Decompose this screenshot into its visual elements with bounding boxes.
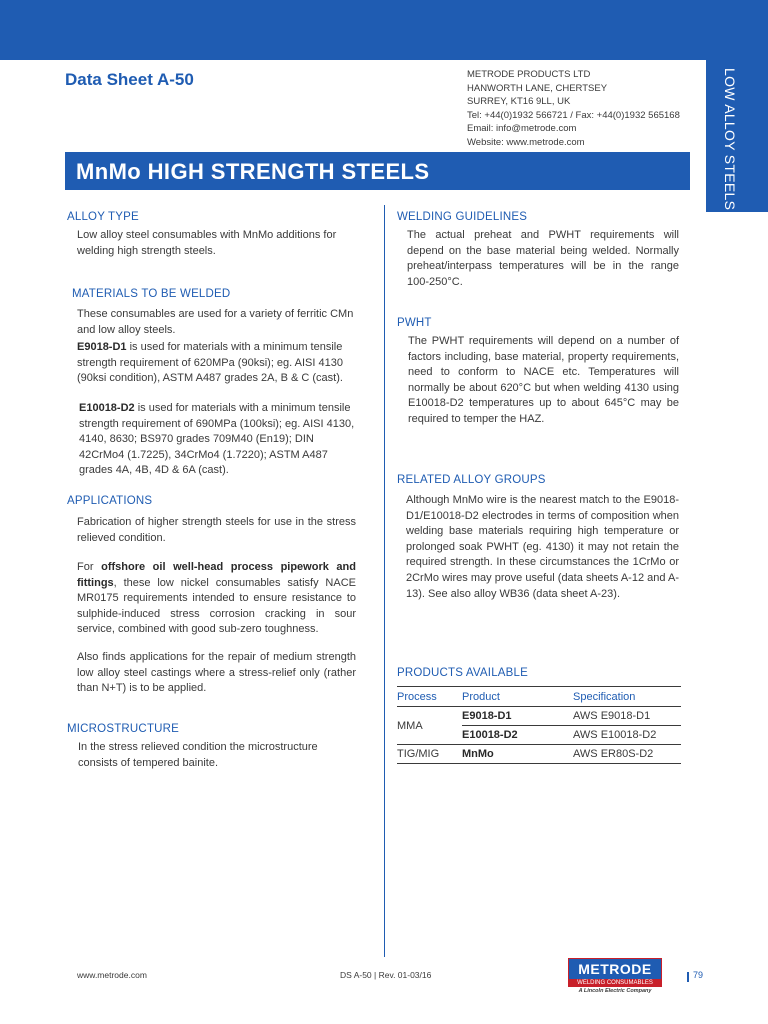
applications-heading: APPLICATIONS	[67, 495, 153, 507]
datasheet-number: Data Sheet A-50	[65, 70, 194, 89]
alloy-type-text: Low alloy steel consumables with MnMo additions for welding high strength steels.	[77, 229, 337, 257]
offshore-highlight: offshore oil well-head process pipework and fittings	[77, 561, 356, 589]
spec-cell: AWS E10018-D2	[573, 726, 681, 745]
applications-para-2	[77, 560, 356, 638]
company-email: Email: info@metrode.com	[467, 123, 577, 134]
applications-para-3: Also finds applications for the repair of medium strength low alloy steel castings where a stress-relief only (rather than N+T) is to be applied.	[77, 651, 356, 695]
page-title: MnMo HIGH STRENGTH STEELS	[76, 159, 430, 184]
e10018-d2-text: is used for materials with a minimum tensile strength requirement of 690MPa (100ksi); eg. AISI 4130, 4140, 8630; BS970 grades 709M40 (En19); DIN 42CrMo4 (1.7225), 34CrMo4 (1.7220); ASTM A487 grades 4A, 4B, 4D & 6A (cast).	[79, 402, 355, 477]
company-line: METRODE PRODUCTS LTD	[467, 69, 591, 80]
table-row	[397, 707, 681, 726]
products-table	[397, 686, 681, 764]
company-phone: Tel: +44(0)1932 566721 / Fax: +44(0)1932 565168	[467, 109, 680, 121]
product-cell: E9018-D1	[462, 707, 573, 726]
top-band	[0, 0, 768, 60]
company-website: Website: www.metrode.com	[467, 136, 585, 148]
table-row	[397, 745, 681, 764]
process-cell: TIG/MIG	[397, 745, 462, 764]
col-header-specification: Specification	[573, 687, 681, 707]
e10018-d2-label: E10018-D2	[79, 402, 135, 414]
title-banner	[65, 152, 690, 190]
e9018-d1-text: is used for materials with a minimum tensile strength requirement of 620MPa (90ksi); eg. AISI 4130 (90ksi condition), ASTM A487 grades 2A, B & C (cast).	[77, 341, 343, 385]
materials-e9018	[77, 340, 357, 387]
side-tab-label: LOW ALLOY STEELS	[722, 68, 738, 211]
process-cell: MMA	[397, 707, 462, 745]
alloy-type-heading: ALLOY TYPE	[67, 211, 139, 223]
related-alloy-heading: RELATED ALLOY GROUPS	[397, 474, 546, 486]
spec-cell: AWS E9018-D1	[573, 707, 681, 726]
applications-para-1: Fabrication of higher strength steels for use in the stress relieved condition.	[77, 516, 356, 544]
product-cell: E10018-D2	[462, 726, 573, 745]
e9018-d1-label: E9018-D1	[77, 341, 127, 353]
footer-revision: DS A-50 | Rev. 01-03/16	[340, 970, 432, 980]
metrode-logo	[568, 958, 662, 996]
page-number-bar	[687, 972, 689, 982]
footer-website: www.metrode.com	[77, 970, 147, 980]
materials-heading: MATERIALS TO BE WELDED	[72, 288, 231, 300]
column-divider	[384, 205, 385, 957]
page-number: 79	[693, 970, 704, 980]
pwht-heading: PWHT	[397, 317, 432, 329]
related-alloy-text: Although MnMo wire is the nearest match to the E9018-D1/E10018-D2 electrodes in terms of composition when welding base materials requiring high temperature or prolonged soak PWHT (eg. 4130) it may not retain the required strength. In these circumstances the 1CrMo or 2CrMo wires may prove useful (data sheets A-12 and A-13). See also alloy WB36 (data sheet A-23).	[406, 494, 679, 600]
section-side-tab	[706, 60, 768, 212]
logo-tagline: WELDING CONSUMABLES	[568, 979, 662, 987]
logo-subline: A Lincoln Electric Company	[578, 988, 652, 994]
logo-wordmark: METRODE	[568, 958, 662, 980]
microstructure-heading: MICROSTRUCTURE	[67, 723, 180, 735]
spec-cell: AWS ER80S-D2	[573, 745, 681, 764]
microstructure-text: In the stress relieved condition the microstructure consists of tempered bainite.	[78, 741, 318, 769]
applications-p2-pre: For	[77, 561, 102, 573]
table-header-row	[397, 687, 681, 707]
materials-intro: These consumables are used for a variety of ferritic CMn and low alloy steels.	[77, 308, 354, 336]
applications-p2-post: , these low nickel consumables satisfy NACE MR0175 requirements intended to ensure resistance to sulphide-induced stress corrosion cracking in sour service, combined with good sub-zero toughness.	[77, 576, 356, 636]
welding-guidelines-text: The actual preheat and PWHT requirements will depend on the base material being welded. Normally preheat/interpass temperatures will be in the range 100-250°C.	[407, 229, 679, 288]
col-header-product: Product	[462, 687, 573, 707]
company-address	[467, 68, 697, 149]
pwht-text: The PWHT requirements will depend on a number of factors including, base material, property requirements, need to conform to NACE etc. Temperatures will normally be about 620°C but when welding 4130 using E10018-D2 temperatures up to about 645°C may be required to temper the HAZ.	[408, 335, 679, 425]
product-cell: MnMo	[462, 745, 573, 764]
company-line: SURREY, KT16 9LL, UK	[467, 96, 571, 107]
products-heading: PRODUCTS AVAILABLE	[397, 667, 528, 679]
col-header-process: Process	[397, 687, 462, 707]
materials-e10018	[79, 401, 357, 479]
welding-guidelines-heading: WELDING GUIDELINES	[397, 211, 528, 223]
company-line: HANWORTH LANE, CHERTSEY	[467, 82, 608, 94]
